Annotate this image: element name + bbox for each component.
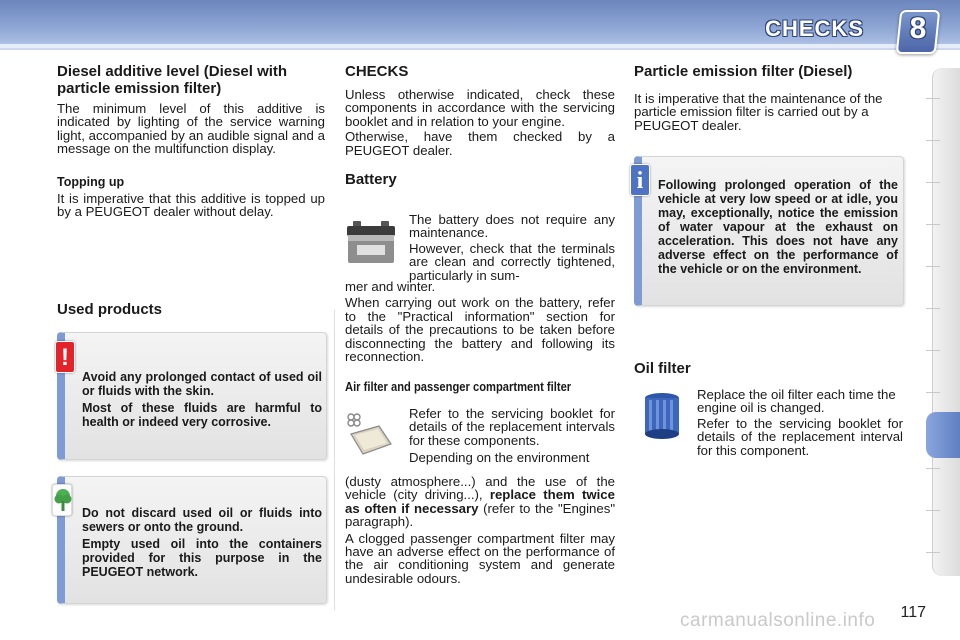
oil-filter-heading: Oil filter	[634, 360, 691, 377]
chapter-number: 8	[909, 12, 927, 45]
checks-paragraph-1: Unless otherwise indicated, check these components in accordance with the servicing booklet and in relation to your engine.	[345, 87, 615, 129]
warning-icon	[55, 341, 75, 373]
filter-emphasis: replace them twice as often if necessary	[345, 487, 615, 516]
filter-paragraph-2-end: (refer to the "Engines" paragraph).	[345, 500, 615, 530]
used-products-heading: Used products	[57, 301, 163, 318]
oil-filter-icon	[640, 392, 684, 440]
battery-icon	[345, 217, 397, 267]
tab-divider	[926, 266, 940, 267]
battery-heading: Battery	[345, 171, 397, 189]
watermark: carmanualsonline.info	[680, 610, 876, 631]
air-filter-heading: Air filter and passenger compartment filter	[345, 379, 572, 394]
tab-divider	[926, 392, 940, 393]
warning-box-text	[82, 370, 322, 429]
filter-paragraph-2: (dusty atmosphere...) and the use of the vehicle (city driving...), replace them twice as often if necessary (refer to the "Engines" paragraph).	[345, 474, 615, 530]
oil-filter-paragraph-2: Refer to the servicing booklet for details of the replacement interval for this component.	[697, 415, 903, 458]
battery-paragraph-1: The battery does not require any maintenance.	[409, 212, 615, 241]
info-icon	[630, 164, 650, 196]
battery-side-text	[409, 213, 615, 282]
middle-column	[345, 63, 615, 188]
page-number: 117	[900, 604, 926, 621]
left-column	[57, 63, 325, 219]
environment-line-2: Empty used oil into the containers provided for this purpose in the PEUGEOT network.	[82, 537, 322, 579]
filter-side-text	[409, 407, 615, 465]
info-symbol: i	[636, 168, 644, 194]
info-box-text: Following prolonged operation of the vehicle at very low speed or at idle, you may, exceptionally, notice the emission of water vapour at the exhaust on acceleration. This does not have any adverse effect on the performance of the vehicle or on the environment.	[658, 178, 898, 276]
chapter-tab-active[interactable]	[926, 412, 960, 458]
page-title: CHECKS	[765, 16, 864, 41]
filter-full-text	[345, 475, 615, 585]
diesel-additive-text: The minimum level of this additive is indicated by lighting of the service warning light, accompanied by an audible signal and a message on the multifunction display.	[57, 101, 325, 157]
battery-paragraph-2-end: mer and winter.	[345, 279, 436, 294]
topping-up-heading: Topping up	[57, 174, 125, 189]
filter-paragraph-2-start: Depending on the environment	[409, 450, 590, 466]
tab-divider	[926, 468, 940, 469]
warning-symbol: !	[61, 344, 69, 371]
filter-icon	[345, 412, 397, 458]
environment-box-text	[82, 506, 322, 579]
diesel-additive-heading: Diesel additive level (Diesel with particle emission filter)	[57, 63, 288, 97]
tree-icon	[52, 484, 72, 516]
environment-line-1: Do not discard used oil or fluids into sewers or onto the ground.	[82, 506, 322, 534]
header-stripe	[0, 44, 960, 48]
checks-paragraph-2: Otherwise, have them checked by a PEUGEOT dealer.	[345, 129, 615, 158]
oil-filter-paragraph-1: Replace the oil filter each time the engine oil is changed.	[697, 387, 896, 416]
filter-paragraph-3: A clogged passenger compartment filter may have an adverse effect on the performance of the air conditioning system and generate undesirable odours.	[345, 530, 615, 586]
tab-divider	[926, 140, 940, 141]
right-column	[634, 63, 904, 132]
column-divider	[334, 310, 335, 610]
tab-divider	[926, 350, 940, 351]
tab-divider	[926, 182, 940, 183]
battery-paragraph-3: When carrying out work on the battery, refer to the "Practical information" section for details of the precautions to be taken before disconnecting the battery and following its reconnection.	[345, 295, 615, 365]
checks-heading: CHECKS	[345, 63, 409, 80]
battery-paragraph-2-start: However, check that the terminals are clean and correctly tightened, particularly in sum-	[409, 240, 615, 283]
filter-paragraph-1: Refer to the servicing booklet for details of the replacement intervals for these components.	[409, 406, 615, 448]
tab-divider	[926, 224, 940, 225]
battery-full-text	[345, 280, 615, 363]
particle-filter-text: It is imperative that the maintenance of the particle emission filter is carried out by a PEUGEOT dealer.	[634, 91, 883, 133]
tab-divider	[926, 552, 940, 553]
tab-divider	[926, 308, 940, 309]
oil-filter-text	[697, 388, 903, 457]
warning-line-1: Avoid any prolonged contact of used oil or fluids with the skin.	[82, 370, 322, 398]
warning-line-2: Most of these fluids are harmful to health or indeed very corrosive.	[82, 401, 322, 429]
topping-up-text: It is imperative that this additive is topped up by a PEUGEOT dealer without delay.	[57, 191, 325, 220]
chapter-tab-strip	[932, 68, 960, 576]
particle-filter-heading: Particle emission filter (Diesel)	[634, 63, 853, 80]
tab-divider	[926, 98, 940, 99]
tab-divider	[926, 510, 940, 511]
